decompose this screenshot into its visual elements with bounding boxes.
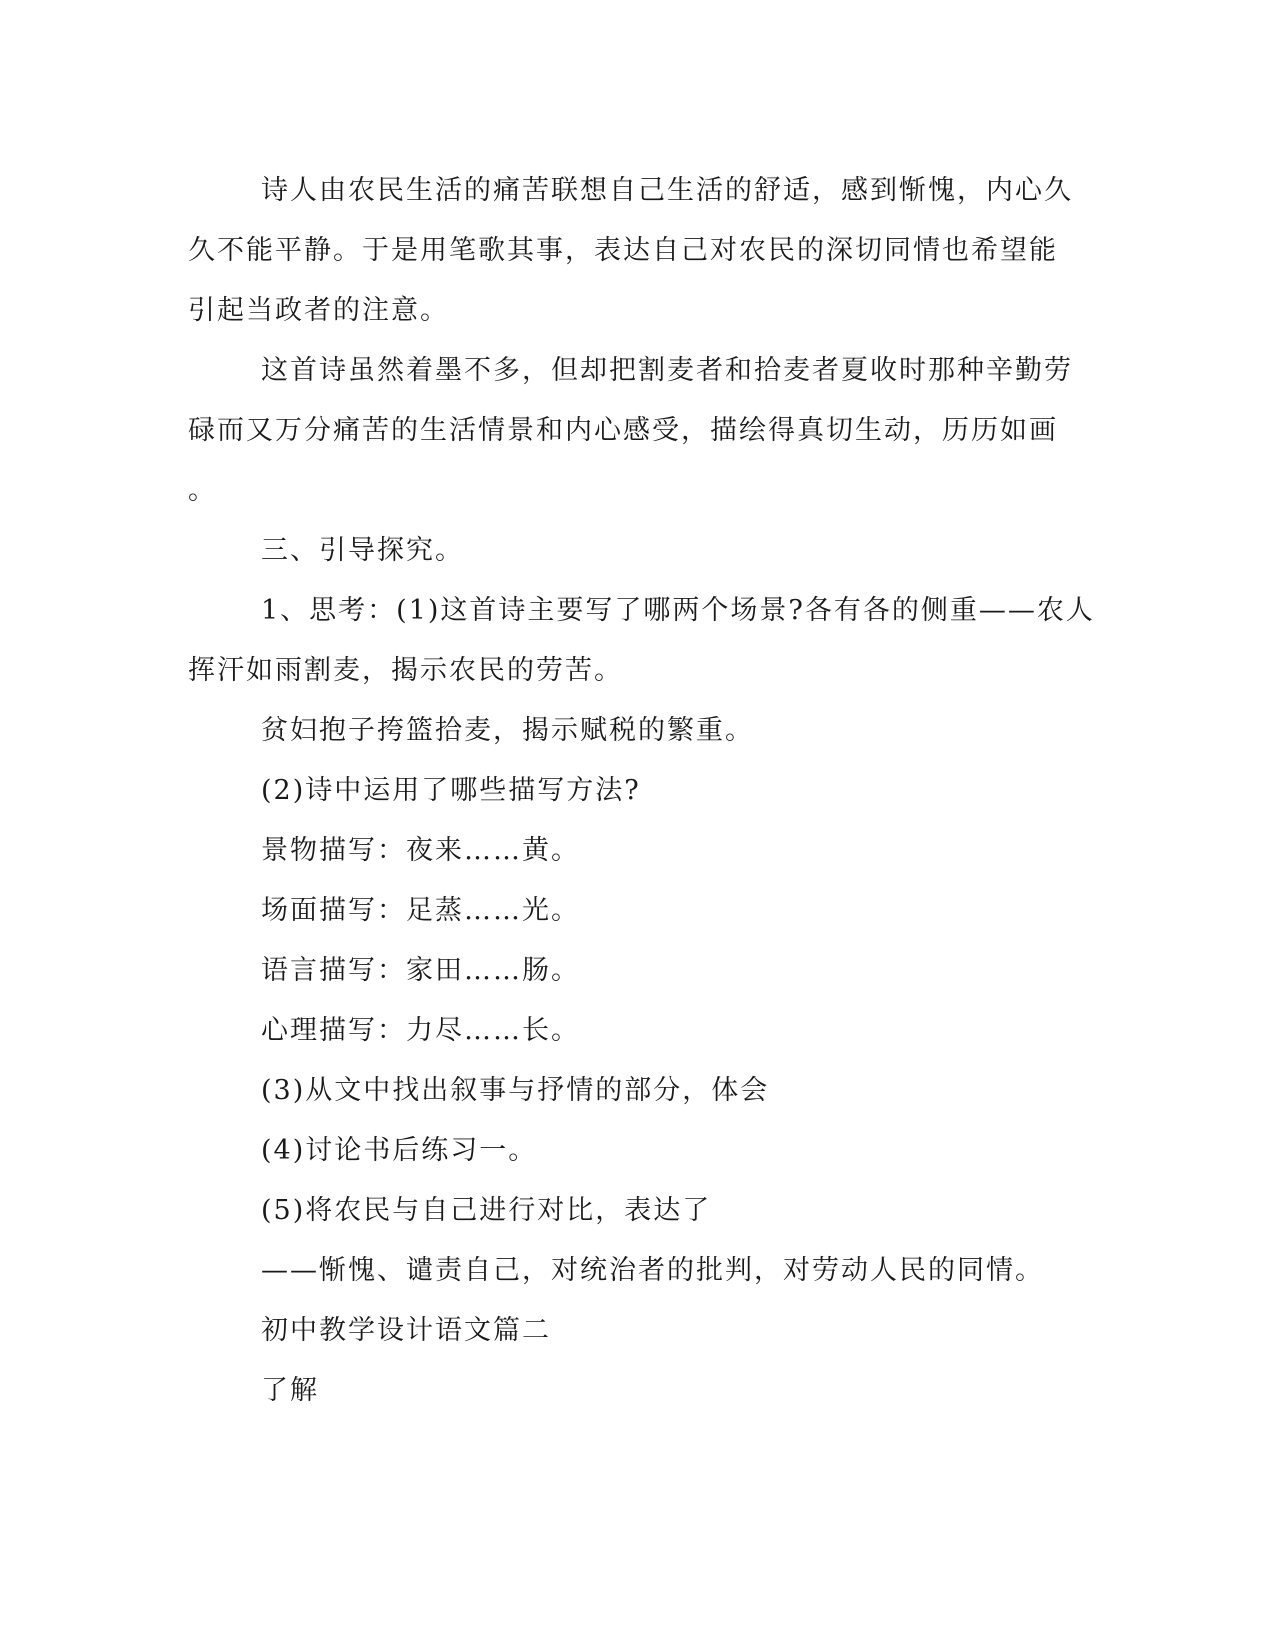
paragraph-line: 1、思考：(1)这首诗主要写了哪两个场景?各有各的侧重——农人 bbox=[261, 595, 1095, 626]
paragraph-line: 。 bbox=[188, 475, 217, 506]
paragraph-line: 久不能平静。于是用笔歌其事，表达自己对农民的深切同情也希望能 bbox=[188, 235, 1058, 266]
paragraph-line: 景物描写：夜来……黄。 bbox=[261, 835, 580, 866]
section-heading: 三、引导探究。 bbox=[261, 535, 464, 566]
paragraph-line: 语言描写：家田……肠。 bbox=[261, 955, 580, 986]
paragraph-line: (2)诗中运用了哪些描写方法? bbox=[261, 775, 641, 806]
paragraph-line: 场面描写：足蒸……光。 bbox=[261, 895, 580, 926]
paragraph-line: 这首诗虽然着墨不多，但却把割麦者和拾麦者夏收时那种辛勤劳 bbox=[261, 355, 1073, 386]
paragraph-line: 了解 bbox=[261, 1375, 319, 1406]
paragraph-line: 心理描写：力尽……长。 bbox=[261, 1015, 580, 1046]
paragraph-line: (5)将农民与自己进行对比，表达了 bbox=[261, 1195, 712, 1226]
paragraph-line: 挥汗如雨割麦，揭示农民的劳苦。 bbox=[188, 655, 623, 686]
document-body bbox=[188, 161, 1095, 1421]
paragraph-line: 诗人由农民生活的痛苦联想自己生活的舒适，感到惭愧，内心久 bbox=[261, 175, 1073, 206]
paragraph-line: 碌而又万分痛苦的生活情景和内心感受，描绘得真切生动，历历如画 bbox=[188, 415, 1058, 446]
section-heading: 初中教学设计语文篇二 bbox=[261, 1315, 551, 1346]
paragraph-line: 贫妇抱子挎篮拾麦，揭示赋税的繁重。 bbox=[261, 715, 754, 746]
paragraph-line: ——惭愧、谴责自己，对统治者的批判，对劳动人民的同情。 bbox=[261, 1255, 1044, 1286]
paragraph-line: (4)讨论书后练习一。 bbox=[261, 1135, 538, 1166]
paragraph-line: (3)从文中找出叙事与抒情的部分，体会 bbox=[261, 1075, 770, 1106]
paragraph-line: 引起当政者的注意。 bbox=[188, 295, 449, 326]
